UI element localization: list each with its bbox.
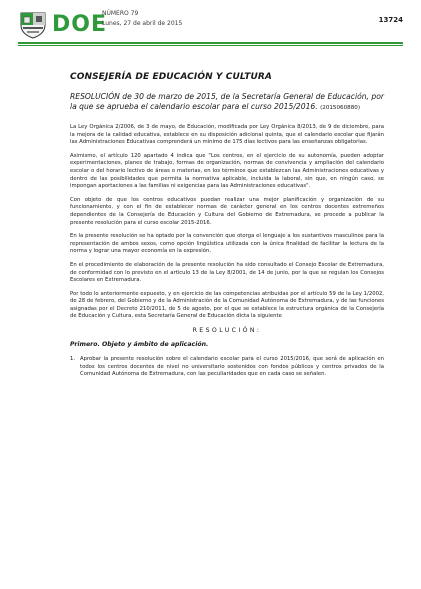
document-body	[70, 72, 384, 379]
resolution-title-text: RESOLUCIÓN de 30 de marzo de 2015, de la Secretaría General de Educación, por la que se aprueba el calendario escolar para el curso 2015/2016.	[70, 92, 384, 111]
numbered-item	[70, 356, 384, 379]
header-divider	[18, 42, 403, 44]
resolution-ref-code: (2015060880)	[320, 105, 361, 111]
item-text: Aprobar la presente resolución sobre el calendario escolar para el curso 2015/2016, que será de aplicación en todos los centros docentes de nivel no universitario sostenidos con fondos públicos y centros privados de la Comunidad Autónoma de Extremadura, con las peculiaridades que en cada caso se señalen.	[80, 356, 384, 378]
page-number: 13724	[378, 16, 403, 24]
header-divider-thin	[18, 45, 403, 46]
resuelvo-heading: RESOLUCIÓN:	[192, 327, 262, 335]
paragraph: La Ley Orgánica 2/2006, de 3 de mayo, de Educación, modificada por Ley Orgánica 8/2013, de 9 de diciembre, para la mejora de la calidad educativa, establece en su disposición adicional quinta, que el calendario escolar que fijarán las Administraciones Educativas comprenderá un mínimo de 175 días lectivos para las enseñanzas obligatorias.	[70, 124, 384, 146]
article-heading: Primero. Objeto y ámbito de aplicación.	[70, 341, 209, 349]
resolution-title	[70, 92, 384, 113]
paragraph: Con objeto de que los centros educativos puedan realizar una mejor planificación y organización de su funcionamiento, y con el fin de establecer normas de carácter general en los centros docentes extremeños dependientes de la Consejería de Educación y Cultura del Gobierno de Extremadura, se procede a publicar la presente resolución para el curso escolar 2015-2016.	[70, 196, 384, 226]
doe-logo: DOE	[52, 12, 107, 37]
paragraph: Asimismo, el artículo 120 apartado 4 indica que "Los centros, en el ejercicio de su autonomía, pueden adoptar experimentaciones, planes de trabajo, formas de organización, normas de convivencia y ampliación del calendario escolar o del horario lectivo de áreas o materias, en los términos que establezcan las Administraciones educativas y dentro de las posibilidades que permita la normativa aplicable, incluida la laboral, sin que, en ningún caso, se impongan aportaciones a las familias ni exigencias para las Administraciones educativas".	[70, 152, 384, 190]
paragraph: En el procedimiento de elaboración de la presente resolución ha sido consultado el Consejo Escolar de Extremadura, de conformidad con lo previsto en el artículo 13 de la Ley 8/2001, de 14 de junio, por la que se regulan los Consejos Escolares en Extremadura.	[70, 261, 384, 284]
extremadura-shield-icon	[18, 11, 48, 39]
issue-number: NÚMERO 79	[102, 10, 139, 17]
page-header	[18, 8, 403, 42]
issue-date: Lunes, 27 de abril de 2015	[102, 20, 183, 27]
item-number: 1.	[70, 356, 76, 363]
paragraph: En la presente resolución se ha optado por la convención que otorga el lenguaje a los sustantivos masculinos para la representación de ambos sexos, como opción lingüística utilizada con la única finalidad de facilitar la lectura de la norma y lograr una mayor economía en la expresión.	[70, 233, 384, 255]
section-title: CONSEJERÍA DE EDUCACIÓN Y CULTURA	[70, 72, 272, 82]
paragraph: Por todo lo anteriormente expuesto, y en ejercicio de las competencias atribuidas por el artículo 59 de la Ley 1/2002, de 28 de febrero, del Gobierno y de la Administración de la Comunidad Autónoma de Extremadura, y de las funciones asignadas por el Decreto 210/2011, de 5 de agosto, por el que se establece la estructura orgánica de la Consejería de Educación y Cultura, esta Secretaría General de Educación dicta la siguiente	[70, 290, 384, 320]
